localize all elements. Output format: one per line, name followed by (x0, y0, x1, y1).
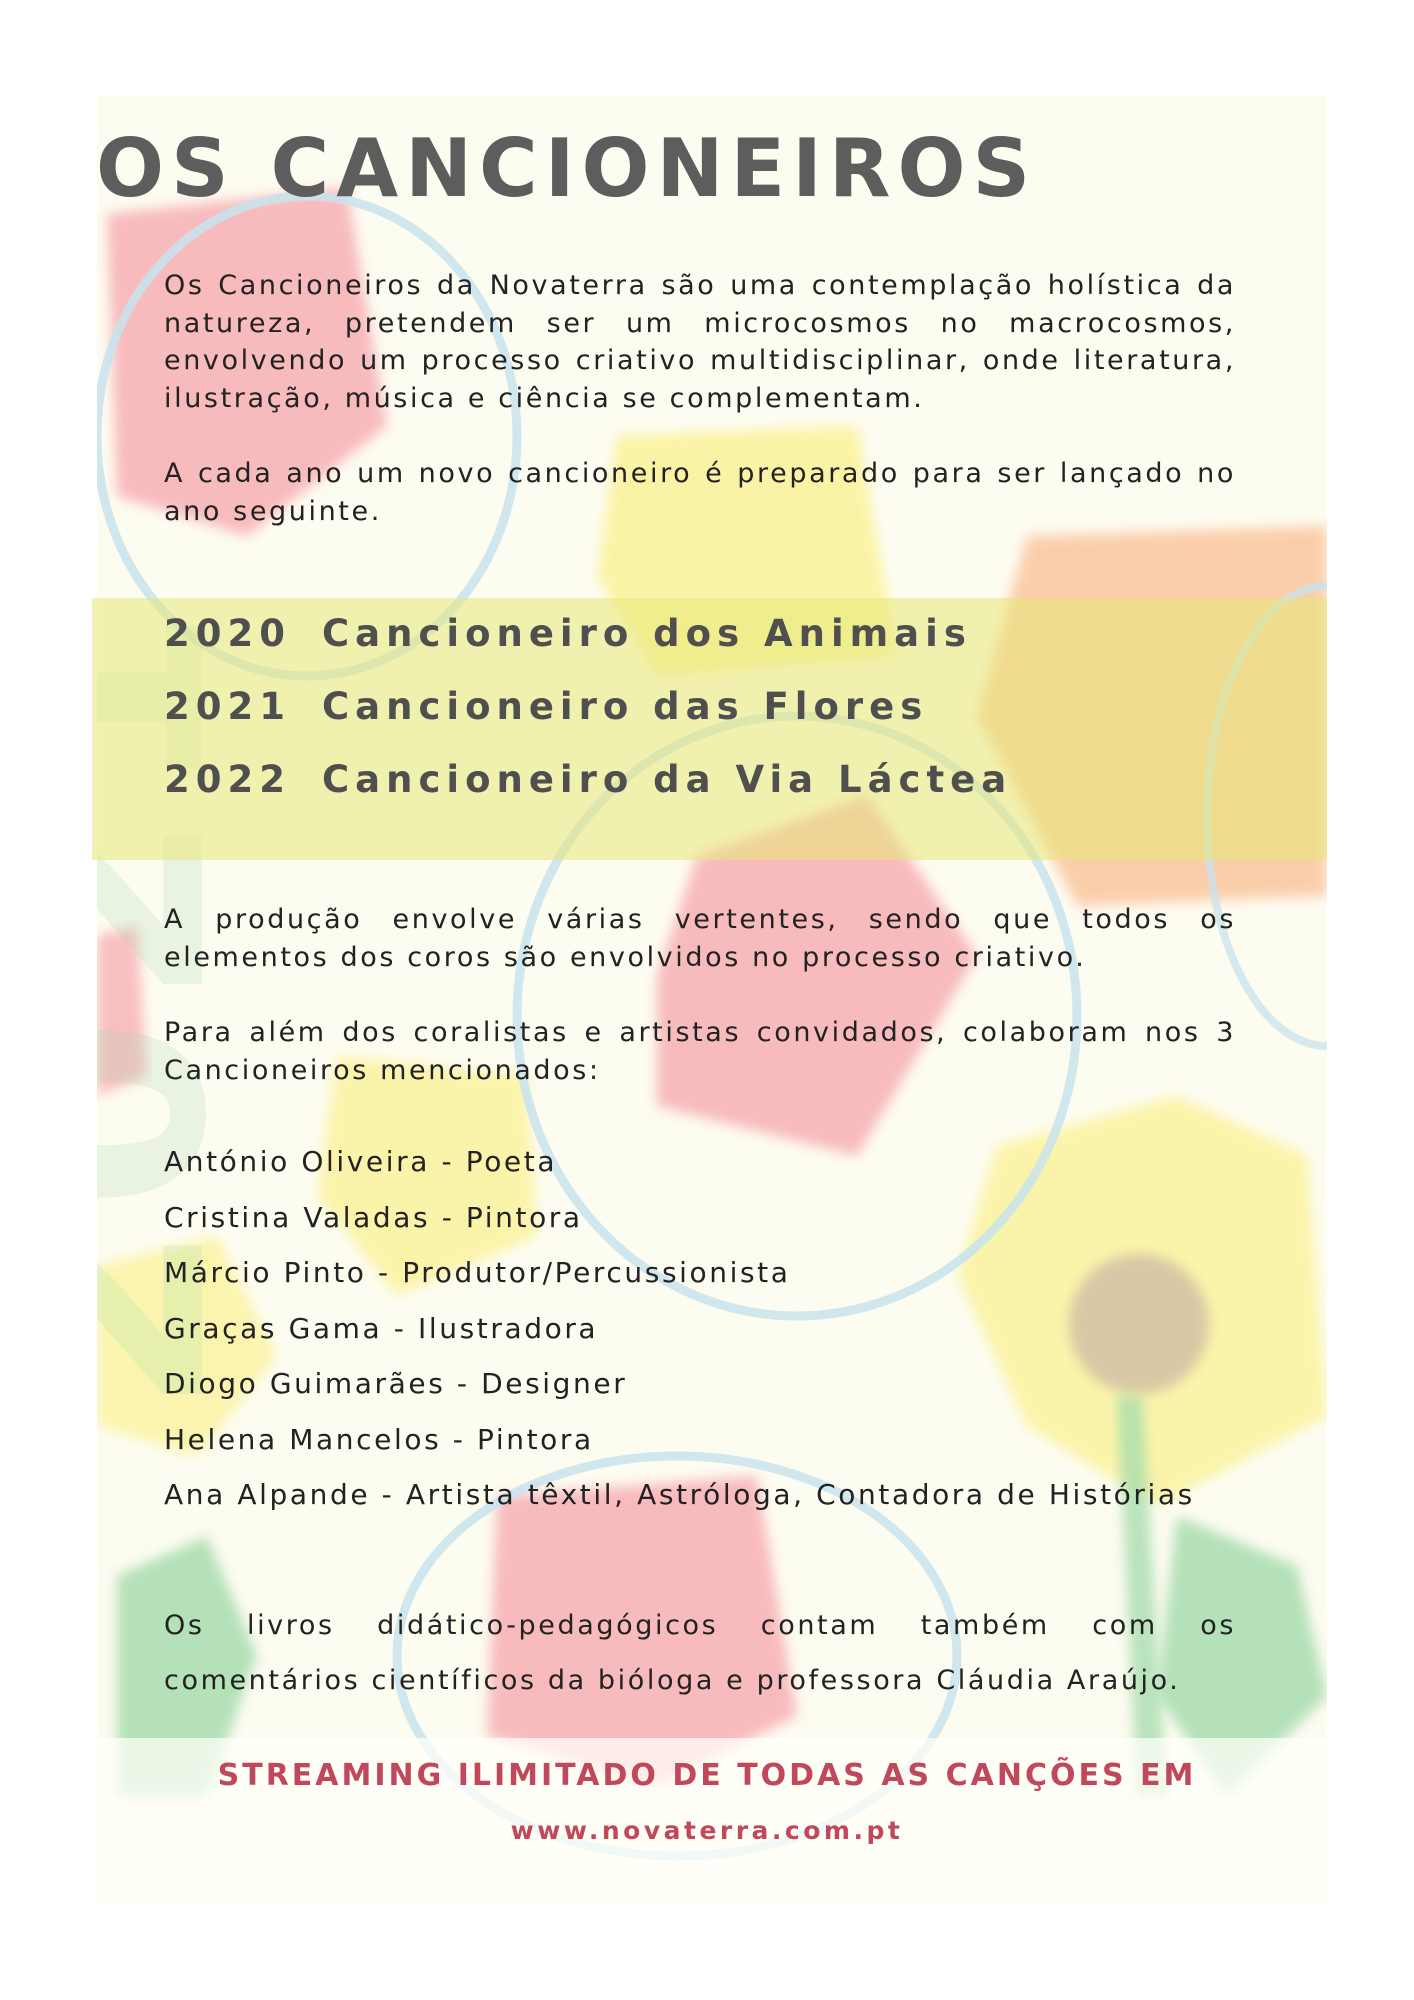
collaborator-item: Graças Gama - Ilustradora (164, 1311, 599, 1345)
page-title: OS CANCIONEIROS (96, 122, 1038, 215)
intro-paragraph: A cada ano um novo cancioneiro é preparado para ser lançado no ano seguinte. (164, 458, 1236, 527)
collaborator-item: Cristina Valadas - Pintora (164, 1200, 583, 1234)
collaborator-item: Helena Mancelos - Pintora (164, 1422, 594, 1456)
collaborator-item: Ana Alpande - Artista têxtil, Astróloga, Contadora de Histórias (164, 1478, 1195, 1511)
closing-paragraph: Os livros didático-pedagógicos contam também com os comentários científicos da bióloga e professora Cláudia Araújo. (164, 1610, 1236, 1696)
website-link[interactable]: www.novaterra.com.pt (510, 1816, 904, 1845)
streaming-cta: STREAMING ILIMITADO DE TODAS AS CANÇÕES EM (217, 1758, 1197, 1793)
collaborator-item: Márcio Pinto - Produtor/Percussionista (164, 1256, 791, 1289)
edition-name: Cancioneiro da Via Láctea (322, 758, 1013, 801)
edition-year: 2022 (164, 758, 291, 801)
production-paragraph: A produção envolve várias vertentes, sendo que todos os elementos dos coros são envolvidos no processo criativo. (164, 904, 1236, 973)
edition-name: Cancioneiro dos Animais (322, 612, 972, 655)
editions-list (164, 612, 1012, 831)
edition-year: 2021 (164, 685, 291, 728)
collaborator-item: António Oliveira - Poeta (164, 1145, 558, 1178)
production-paragraph: Para além dos coralistas e artistas convidados, colaboram nos 3 Cancioneiros mencionados: (164, 1017, 1236, 1086)
collaborators-list (164, 1145, 1195, 1534)
edition-item (164, 612, 1012, 685)
edition-name: Cancioneiro das Flores (322, 685, 929, 728)
intro-paragraph: Os Cancioneiros da Novaterra são uma contemplação holística da natureza, pretendem ser um microcosmos no macrocosmos, envolvendo um processo criativo multidisciplinar, onde literatura, ilustração, música e ciência se complementam. (164, 270, 1236, 414)
edition-item (164, 758, 1012, 831)
collaborator-item: Diogo Guimarães - Designer (164, 1367, 628, 1400)
edition-year: 2020 (164, 612, 291, 655)
edition-item (164, 685, 1012, 758)
